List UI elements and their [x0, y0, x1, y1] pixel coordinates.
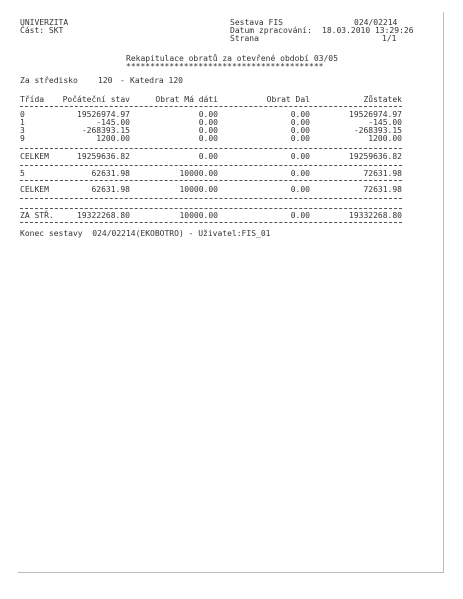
processed-value: 18.03.2010 13:29:26	[322, 26, 414, 35]
col-header-opening: Počáteční stav	[62, 95, 130, 104]
table-row	[20, 170, 402, 178]
cell-class: CELKEM	[20, 152, 49, 161]
cell-opening: 62631.98	[91, 185, 130, 194]
cell-balance: 19332268.80	[349, 211, 402, 220]
separator-line	[20, 198, 402, 199]
cell-balance: 72631.98	[363, 169, 402, 178]
org-name: UNIVERZITA	[20, 18, 69, 27]
col-header-debit: Obrat Má dáti	[155, 95, 218, 104]
cell-class: 3	[20, 126, 25, 135]
section-label: Za středisko	[20, 76, 78, 85]
section-dash: -	[120, 76, 125, 85]
cell-class: 9	[20, 134, 25, 143]
separator-line	[20, 222, 402, 223]
grand-total-row	[20, 212, 402, 220]
cell-balance: -268393.15	[353, 126, 402, 135]
report-title: Rekapitulace obratů za otevřené období 03/05	[126, 54, 338, 63]
table-row	[20, 212, 402, 220]
cell-debit: 0.00	[198, 110, 218, 119]
cell-debit: 0.00	[198, 118, 218, 127]
cell-opening: -145.00	[96, 118, 130, 127]
cell-credit: 0.00	[290, 152, 310, 161]
report-label: Sestava FIS	[230, 18, 283, 27]
cell-debit: 0.00	[198, 134, 218, 143]
cell-opening: -268393.15	[81, 126, 130, 135]
cell-opening: 19526974.97	[77, 110, 130, 119]
cell-credit: 0.00	[290, 185, 310, 194]
data-table-section-2	[20, 170, 402, 178]
separator-line	[20, 208, 402, 209]
cell-class: 5	[20, 169, 25, 178]
cell-class: 0	[20, 110, 25, 119]
cell-balance: 1200.00	[368, 134, 402, 143]
cell-debit: 0.00	[198, 126, 218, 135]
page-value: 1/1	[382, 34, 397, 43]
report-footer: Konec sestavy 024/02214(EKOBOTRO) - Uživatel:FIS_01	[20, 229, 271, 238]
page-label: Strana	[230, 34, 259, 43]
cell-credit: 0.00	[290, 211, 310, 220]
cell-class: 1	[20, 118, 25, 127]
separator-line	[20, 180, 402, 181]
cell-balance: 19259636.82	[349, 152, 402, 161]
col-header-balance: Zůstatek	[363, 95, 402, 104]
col-header-credit: Obrat Dal	[266, 95, 310, 104]
part-label: Část: SKT	[20, 26, 64, 35]
cell-opening: 62631.98	[91, 169, 130, 178]
column-header-row	[20, 96, 402, 104]
cell-debit: 10000.00	[179, 185, 218, 194]
report-page	[18, 12, 444, 573]
total-row-section-2	[20, 186, 402, 194]
title-underline: *****************************************	[126, 62, 324, 71]
cell-credit: 0.00	[290, 169, 310, 178]
cell-debit: 0.00	[198, 152, 218, 161]
col-header-class: Třída	[20, 95, 45, 104]
cell-credit: 0.00	[290, 126, 310, 135]
cell-debit: 10000.00	[179, 169, 218, 178]
cell-balance: -145.00	[368, 118, 402, 127]
separator-line	[20, 106, 402, 107]
separator-line	[20, 165, 402, 166]
section-code: 120	[98, 76, 113, 85]
cell-opening: 1200.00	[96, 134, 130, 143]
cell-credit: 0.00	[290, 118, 310, 127]
cell-class: ZA STŘ.	[20, 211, 54, 220]
processed-label: Datum zpracování:	[230, 26, 312, 35]
cell-credit: 0.00	[290, 110, 310, 119]
table-row	[20, 135, 402, 143]
cell-debit: 10000.00	[179, 211, 218, 220]
report-code: 024/02214	[354, 18, 398, 27]
cell-balance: 19526974.97	[349, 110, 402, 119]
section-name: Katedra 120	[130, 76, 183, 85]
data-table-section-1	[20, 111, 402, 143]
cell-opening: 19322268.80	[77, 211, 130, 220]
table-row	[20, 186, 402, 194]
table-row	[20, 153, 402, 161]
separator-line	[20, 148, 402, 149]
total-row-section-1	[20, 153, 402, 161]
cell-credit: 0.00	[290, 134, 310, 143]
cell-opening: 19259636.82	[77, 152, 130, 161]
cell-class: CELKEM	[20, 185, 49, 194]
cell-balance: 72631.98	[363, 185, 402, 194]
